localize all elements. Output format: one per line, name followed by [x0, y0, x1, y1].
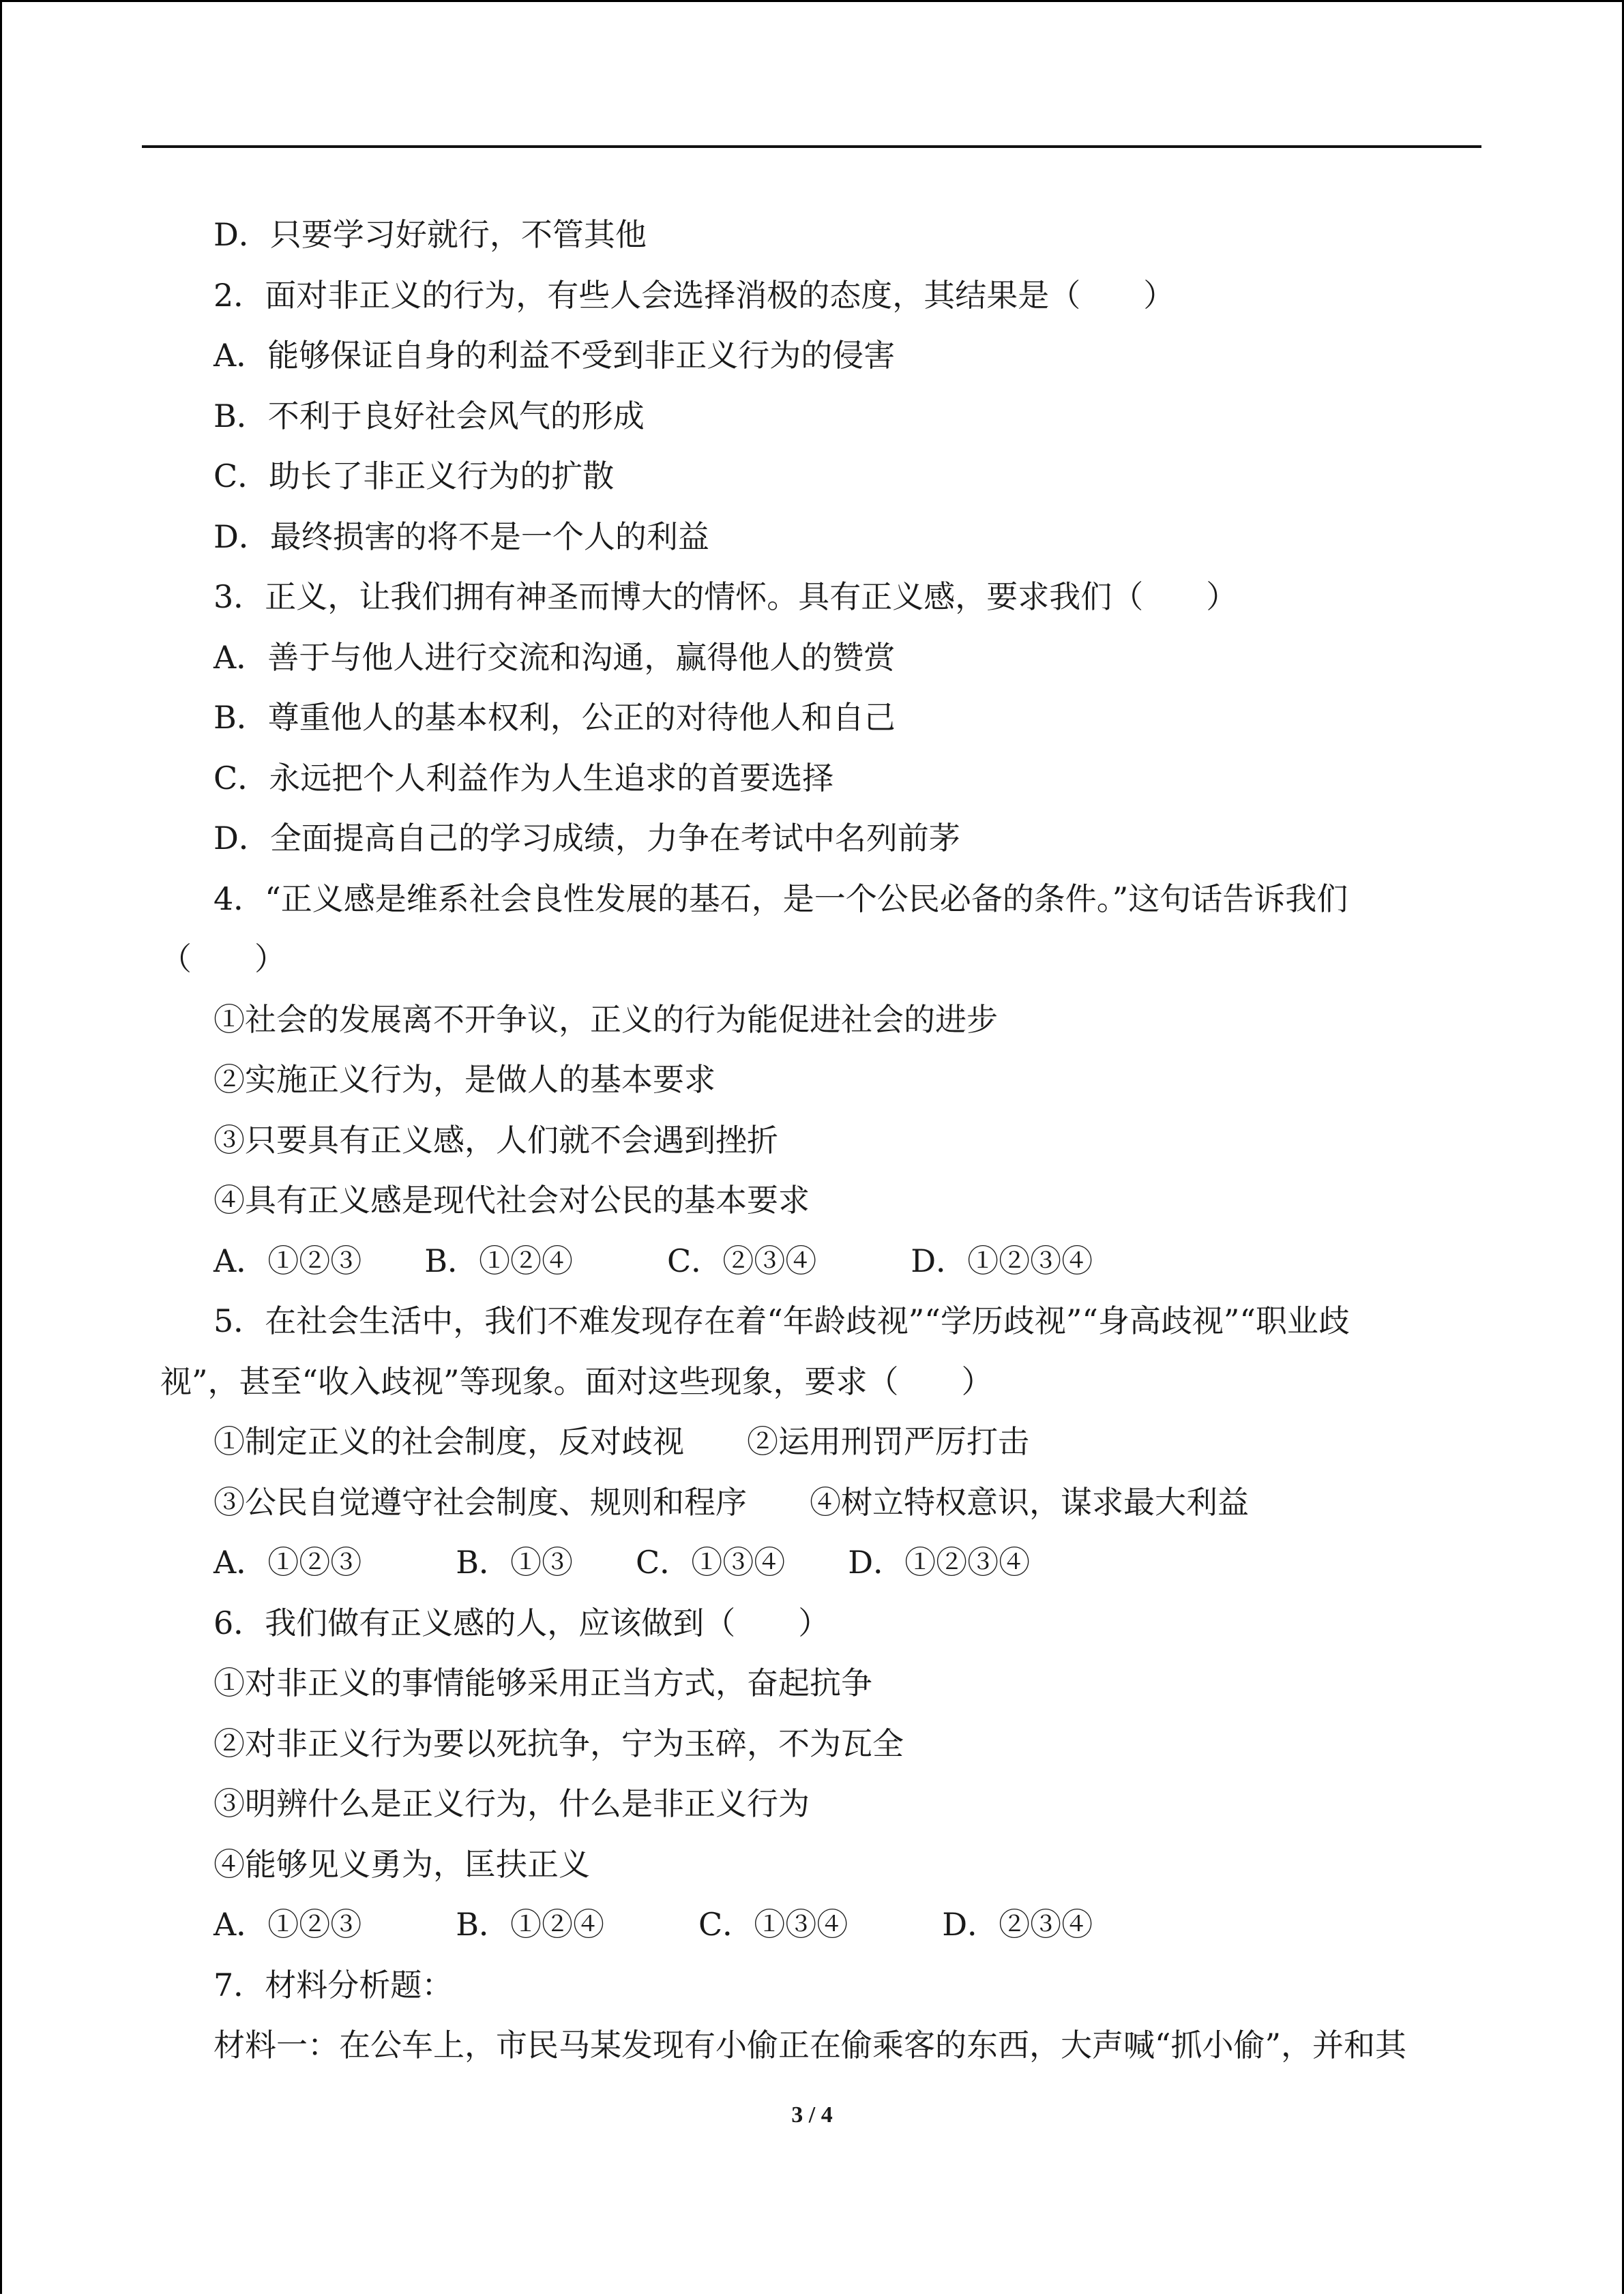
question-5: 5．在社会生活中，我们不难发现存在着“年龄歧视”“学历歧视”“身高歧视”“职业歧 — [213, 1302, 1350, 1339]
question-4: 4．“正义感是维系社会良性发展的基石，是一个公民必备的条件。”这句话告诉我们 — [213, 880, 1348, 917]
material-one: 材料一：在公车上，市民马某发现有小偷正在偷乘客的东西，大声喊“抓小偷”，并和其 — [213, 2027, 1407, 2063]
option-line: D．最终损害的将不是一个人的利益 — [213, 518, 709, 555]
statement-line: ①对非正义的事情能够采用正当方式，奋起抗争 — [213, 1665, 872, 1701]
option-line: B．不利于良好社会风气的形成 — [213, 397, 645, 434]
statement-line: ②对非正义行为要以死抗争，宁为玉碎，不为瓦全 — [213, 1725, 904, 1762]
choice-options: A．①②③ B．①②④ C．②③④ D．①②③④ — [213, 1242, 1093, 1279]
question-4-blank: （ ） — [160, 940, 286, 977]
option-line: D．全面提高自己的学习成绩，力争在考试中名列前茅 — [213, 820, 960, 856]
statement-line: ②实施正义行为，是做人的基本要求 — [213, 1061, 715, 1098]
statement-line: ④能够见义勇为，匡扶正义 — [213, 1845, 590, 1883]
choice-options: A．①②③ B．①③ C．①③④ D．①②③④ — [213, 1544, 1031, 1581]
statement-line: ④具有正义感是现代社会对公民的基本要求 — [213, 1182, 810, 1219]
question-3: 3．正义，让我们拥有神圣而博大的情怀。具有正义感，要求我们（ ） — [213, 578, 1238, 615]
text-line: D．只要学习好就行，不管其他 — [213, 216, 647, 253]
page-number: 3 / 4 — [791, 2102, 833, 2128]
question-5-continued: 视”，甚至“收入歧视”等现象。面对这些现象，要求（ ） — [160, 1362, 993, 1400]
question-6: 6．我们做有正义感的人，应该做到（ ） — [213, 1604, 830, 1641]
option-line: C．永远把个人利益作为人生追求的首要选择 — [213, 759, 834, 796]
statement-line: ③明辨什么是正义行为，什么是非正义行为 — [213, 1785, 810, 1822]
header-rule — [142, 145, 1481, 148]
option-line: C．助长了非正义行为的扩散 — [213, 458, 615, 494]
option-line: B．尊重他人的基本权利，公正的对待他人和自己 — [213, 699, 896, 736]
statement-line: ③只要具有正义感，人们就不会遇到挫折 — [213, 1121, 778, 1159]
option-line: A．能够保证自身的利益不受到非正义行为的侵害 — [213, 337, 896, 374]
statement-line: ①制定正义的社会制度，反对歧视 ②运用刑罚严厉打击 — [213, 1423, 1029, 1460]
statement-line: ①社会的发展离不开争议，正义的行为能促进社会的进步 — [213, 1000, 998, 1038]
choice-options: A．①②③ B．①②④ C．①③④ D．②③④ — [213, 1906, 1093, 1943]
statement-line: ③公民自觉遵守社会制度、规则和程序 ④树立特权意识，谋求最大利益 — [213, 1483, 1249, 1521]
question-2: 2．面对非正义的行为，有些人会选择消极的态度，其结果是（ ） — [213, 276, 1175, 314]
option-line: A．善于与他人进行交流和沟通，赢得他人的赞赏 — [213, 638, 896, 676]
question-7: 7．材料分析题： — [213, 1966, 454, 2003]
document-body — [143, 205, 1480, 2076]
